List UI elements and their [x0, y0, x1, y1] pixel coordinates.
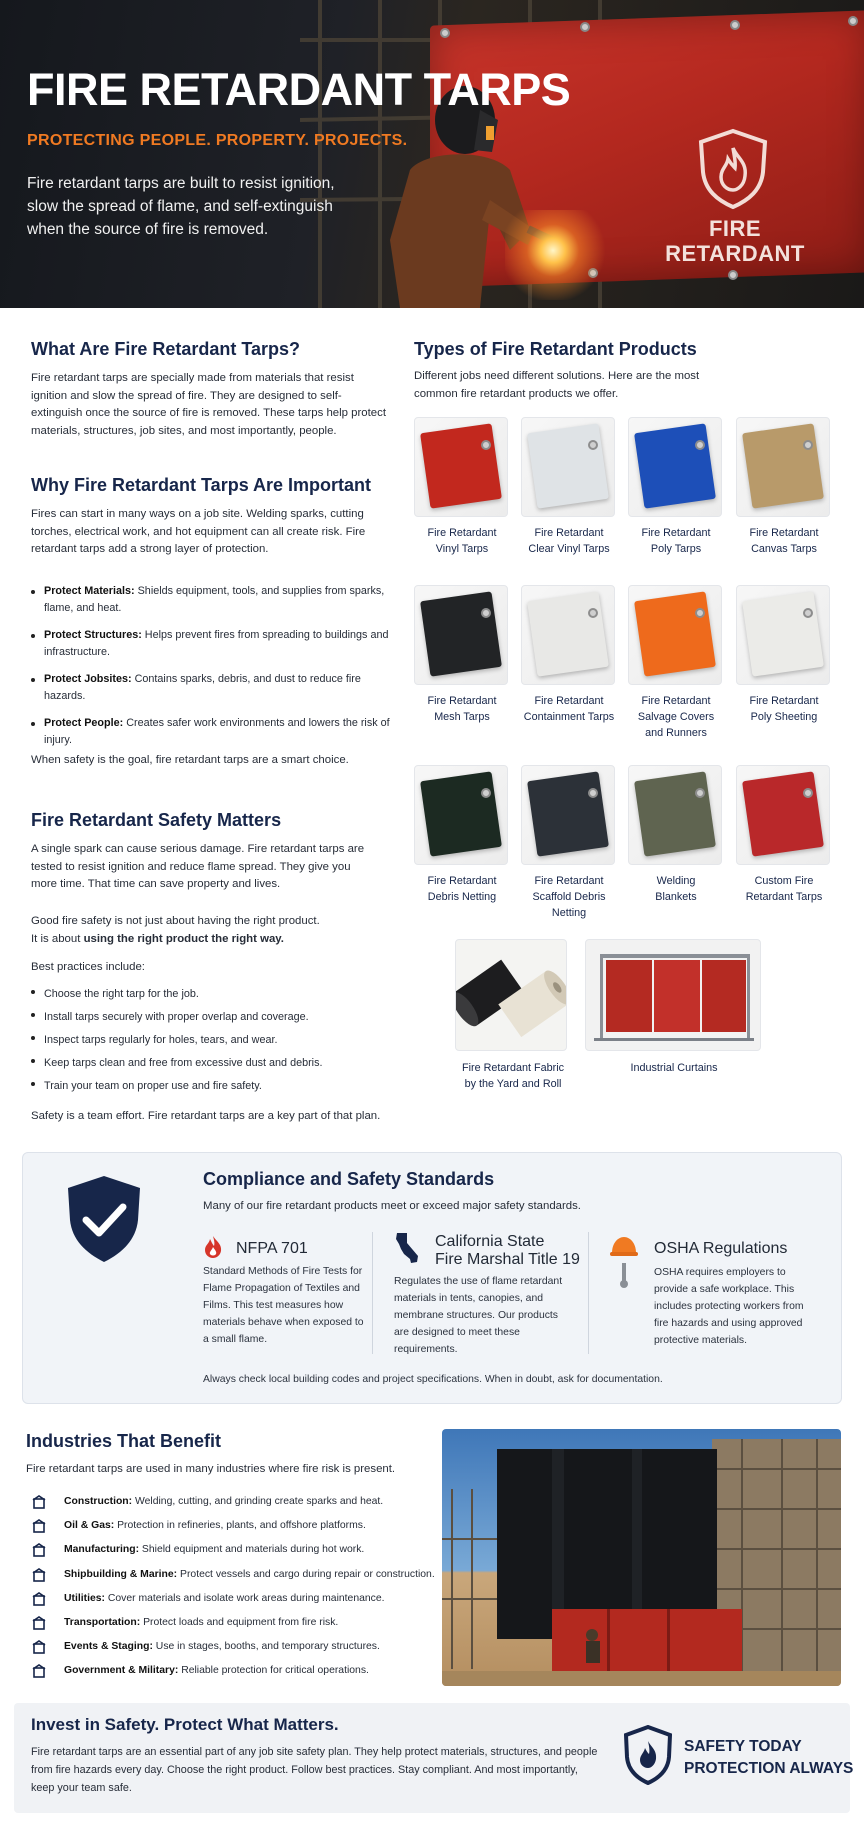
product-image — [414, 417, 508, 517]
flame-icon — [203, 1235, 223, 1259]
product-card[interactable] — [414, 585, 510, 725]
california-text: Regulates the use of flame retardant materials in tents, canopies, and membrane structures. Our products are designed to meet these requirements. — [394, 1276, 563, 1355]
product-card[interactable] — [414, 417, 510, 557]
safety-closing: Safety is a team effort. Fire retardant tarps are a key part of that plan. — [31, 1110, 381, 1122]
product-image — [521, 765, 615, 865]
list-item: Protect Materials: Shields equipment, tools, and supplies from sparks, flame, and heat. — [31, 583, 391, 616]
curtains-image — [585, 939, 761, 1051]
product-image — [628, 417, 722, 517]
footer-slogan: SAFETY TODAY PROTECTION ALWAYS — [684, 1738, 854, 1777]
practices-intro: Best practices include: — [31, 961, 145, 973]
ship-icon — [32, 1568, 46, 1582]
industries-heading: Industries That Benefit — [26, 1431, 222, 1451]
product-label: Fire Retardant Poly Tarps — [641, 527, 711, 555]
product-card[interactable] — [628, 417, 724, 557]
product-label: Fire Retardant Debris Netting — [427, 875, 497, 903]
divider — [372, 1232, 373, 1354]
product-image — [628, 765, 722, 865]
industry-item: Events & Staging: Use in stages, booths, and temporary structures. — [30, 1639, 440, 1663]
tent-icon — [32, 1640, 46, 1654]
what-heading: What Are Fire Retardant Tarps? — [31, 339, 301, 359]
product-card-fabric[interactable] — [455, 939, 571, 1092]
truck-icon — [32, 1616, 46, 1630]
footer-text: Fire retardant tarps are an essential part of any job site safety plan. They help protect materials, structures, and people from fire hazards every day. Choose the right product. Follow best practices. Stay compliant. And most importantly, keep your team safe. — [31, 1746, 598, 1794]
osha-title: OSHA Regulations — [654, 1240, 788, 1257]
compliance-text: Many of our fire retardant products meet or exceed major safety standards. — [203, 1200, 581, 1212]
building-icon — [32, 1495, 46, 1509]
types-heading: Types of Fire Retardant Products — [414, 339, 697, 359]
banner-text: FIRE RETARDANT — [665, 216, 805, 266]
product-label: Fire Retardant Mesh Tarps — [427, 695, 497, 723]
what-text: Fire retardant tarps are specially made from materials that resist ignition and slow the spread of fire. They are designed to self-extinguish once the source of fire is removed. These tarps help protect materials, structures, job sites, and most importantly, people. — [31, 372, 386, 437]
product-label: Welding Blankets — [655, 875, 697, 903]
osha-text: OSHA requires employers to provide a safe workplace. This includes protecting workers from fire hazards and using approved protective materials. — [654, 1267, 804, 1346]
lightning-icon — [32, 1592, 46, 1606]
industry-list — [30, 1494, 440, 1688]
tank-icon — [32, 1664, 46, 1678]
compliance-heading: Compliance and Safety Standards — [203, 1169, 495, 1189]
list-item: Protect Structures: Helps prevent fires from spreading to buildings and infrastructure. — [31, 627, 391, 660]
hero-title: FIRE RETARDANT TARPS — [27, 64, 571, 115]
product-image — [521, 585, 615, 685]
product-card[interactable] — [521, 765, 617, 921]
why-closing: When safety is the goal, fire retardant tarps are a smart choice. — [31, 754, 349, 766]
compliance-note: Always check local building codes and project specifications. When in doubt, ask for documentation. — [203, 1374, 663, 1385]
product-image — [736, 417, 830, 517]
product-label: Fire Retardant Canvas Tarps — [749, 527, 819, 555]
construction-site-image — [442, 1429, 841, 1686]
factory-icon — [32, 1543, 46, 1557]
california-icon — [394, 1232, 420, 1264]
product-card[interactable] — [414, 765, 510, 905]
hard-hat-icon — [609, 1235, 639, 1293]
safety-heading: Fire Retardant Safety Matters — [31, 810, 282, 830]
product-label: Fire Retardant Vinyl Tarps — [427, 527, 497, 555]
product-image — [736, 765, 830, 865]
industry-item: Transportation: Protect loads and equipment from fire risk. — [30, 1615, 440, 1639]
product-card[interactable] — [521, 585, 617, 725]
industry-item: Shipbuilding & Marine: Protect vessels and cargo during repair or construction. — [30, 1567, 440, 1591]
california-title: California State Fire Marshal Title 19 — [435, 1233, 580, 1268]
product-label: Industrial Curtains — [630, 1062, 718, 1074]
product-card-curtains[interactable] — [585, 939, 763, 1076]
industries-text: Fire retardant tarps are used in many industries where fire risk is present. — [26, 1463, 396, 1475]
divider — [588, 1232, 589, 1354]
product-card[interactable] — [628, 765, 724, 905]
product-label: Custom Fire Retardant Tarps — [745, 875, 823, 903]
list-item: Keep tarps clean and free from excessive dust and debris. — [31, 1052, 391, 1075]
product-image — [414, 765, 508, 865]
product-card[interactable] — [521, 417, 617, 557]
product-card[interactable] — [736, 765, 832, 905]
list-item: Protect Jobsites: Contains sparks, debris, and dust to reduce fire hazards. — [31, 671, 391, 704]
nfpa-text: Standard Methods of Fire Tests for Flame Propagation of Textiles and Films. This test measures how materials behave when exposed to a small flame. — [203, 1266, 364, 1345]
list-item: Install tarps securely with proper overlap and coverage. — [31, 1006, 391, 1029]
safety-line2: It is about using the right product the right way. — [31, 933, 284, 945]
hero-tagline: PROTECTING PEOPLE. PROPERTY. PROJECTS. — [27, 132, 408, 149]
list-item: Choose the right tarp for the job. — [31, 983, 391, 1006]
product-label: Fire Retardant Clear Vinyl Tarps — [528, 527, 610, 555]
why-bullet-list — [31, 583, 391, 748]
industry-item: Oil & Gas: Protection in refineries, plants, and offshore platforms. — [30, 1518, 440, 1542]
product-label: Fire Retardant Fabric by the Yard and Roll — [461, 1062, 564, 1090]
product-card[interactable] — [736, 417, 832, 557]
checkmark-shield-icon — [66, 1174, 142, 1264]
practices-list — [31, 983, 391, 1098]
industry-item: Manufacturing: Shield equipment and materials during hot work. — [30, 1542, 440, 1566]
product-label: Fire Retardant Salvage Covers and Runners — [637, 695, 715, 739]
types-text: Different jobs need different solutions. Here are the most common fire retardant products we offer. — [414, 370, 700, 400]
product-image — [628, 585, 722, 685]
why-text: Fires can start in many ways on a job site. Welding sparks, cutting torches, electrical work, and hot equipment can all create risk. Fire retardant tarps add a strong layer of protection. — [31, 508, 366, 555]
footer-heading: Invest in Safety. Protect What Matters. — [31, 1715, 339, 1734]
product-label: Fire Retardant Poly Sheeting — [749, 695, 819, 723]
product-image — [521, 417, 615, 517]
fabric-roll-image — [455, 939, 567, 1051]
flame-shield-icon — [697, 128, 769, 210]
hero-intro: Fire retardant tarps are built to resist ignition, slow the spread of flame, and self-extinguish when the source of fire is removed. — [27, 175, 335, 238]
list-item: Train your team on proper use and fire safety. — [31, 1075, 391, 1098]
list-item: Inspect tarps regularly for holes, tears, and wear. — [31, 1029, 391, 1052]
flame-shield-icon — [624, 1725, 672, 1785]
why-heading: Why Fire Retardant Tarps Are Important — [31, 475, 372, 495]
safety-text: A single spark can cause serious damage. Fire retardant tarps are tested to resist ignition and reduce flame spread. They give you more time. That time can save property and lives. — [31, 843, 365, 890]
nfpa-title: NFPA 701 — [236, 1240, 308, 1257]
product-card[interactable] — [736, 585, 832, 725]
product-image — [736, 585, 830, 685]
welding-spark — [505, 210, 625, 300]
product-label: Fire Retardant Containment Tarps — [523, 695, 615, 723]
industry-item: Construction: Welding, cutting, and grinding create sparks and heat. — [30, 1494, 440, 1518]
oil-rig-icon — [32, 1519, 46, 1533]
hero-banner — [0, 0, 864, 308]
product-image — [414, 585, 508, 685]
industry-item: Government & Military: Reliable protection for critical operations. — [30, 1663, 440, 1687]
product-card[interactable] — [628, 585, 724, 741]
product-label: Fire Retardant Scaffold Debris Netting — [532, 875, 606, 919]
safety-line1: Good fire safety is not just about having the right product. — [31, 915, 320, 927]
industry-item: Utilities: Cover materials and isolate work areas during maintenance. — [30, 1591, 440, 1615]
list-item: Protect People: Creates safer work environments and lowers the risk of injury. — [31, 715, 391, 748]
